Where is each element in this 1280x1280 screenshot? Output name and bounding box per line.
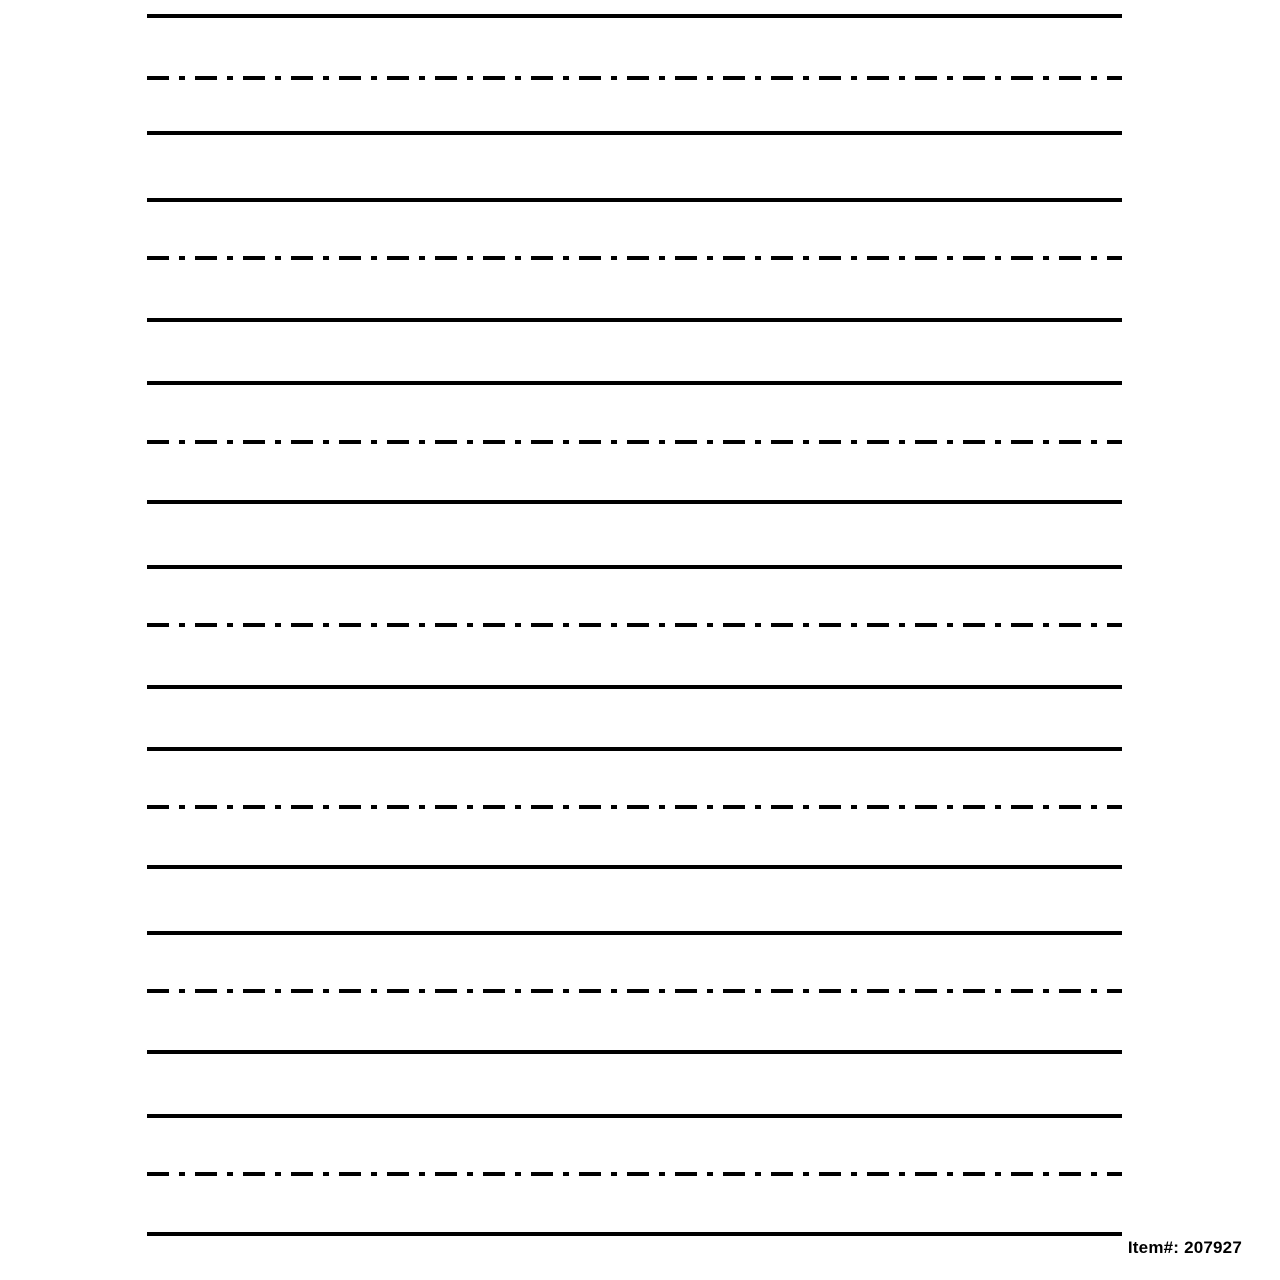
dashed-midline-rule [147,440,1122,444]
solid-rule-line [147,1050,1122,1054]
solid-rule-line [147,1114,1122,1118]
dashed-midline-rule [147,805,1122,809]
dashed-midline-rule [147,1172,1122,1176]
solid-rule-line [147,500,1122,504]
solid-rule-line [147,131,1122,135]
dashed-midline-rule [147,76,1122,80]
dashed-midline-rule [147,256,1122,260]
solid-rule-line [147,685,1122,689]
dashed-midline-rule [147,623,1122,627]
solid-rule-line [147,747,1122,751]
solid-rule-line [147,198,1122,202]
dashed-midline-rule [147,989,1122,993]
solid-rule-line [147,865,1122,869]
solid-rule-line [147,381,1122,385]
solid-rule-line [147,931,1122,935]
solid-rule-line [147,318,1122,322]
solid-rule-line [147,565,1122,569]
solid-rule-line [147,1232,1122,1236]
item-number-label: Item#: 207927 [1127,1238,1242,1257]
solid-rule-line [147,14,1122,18]
